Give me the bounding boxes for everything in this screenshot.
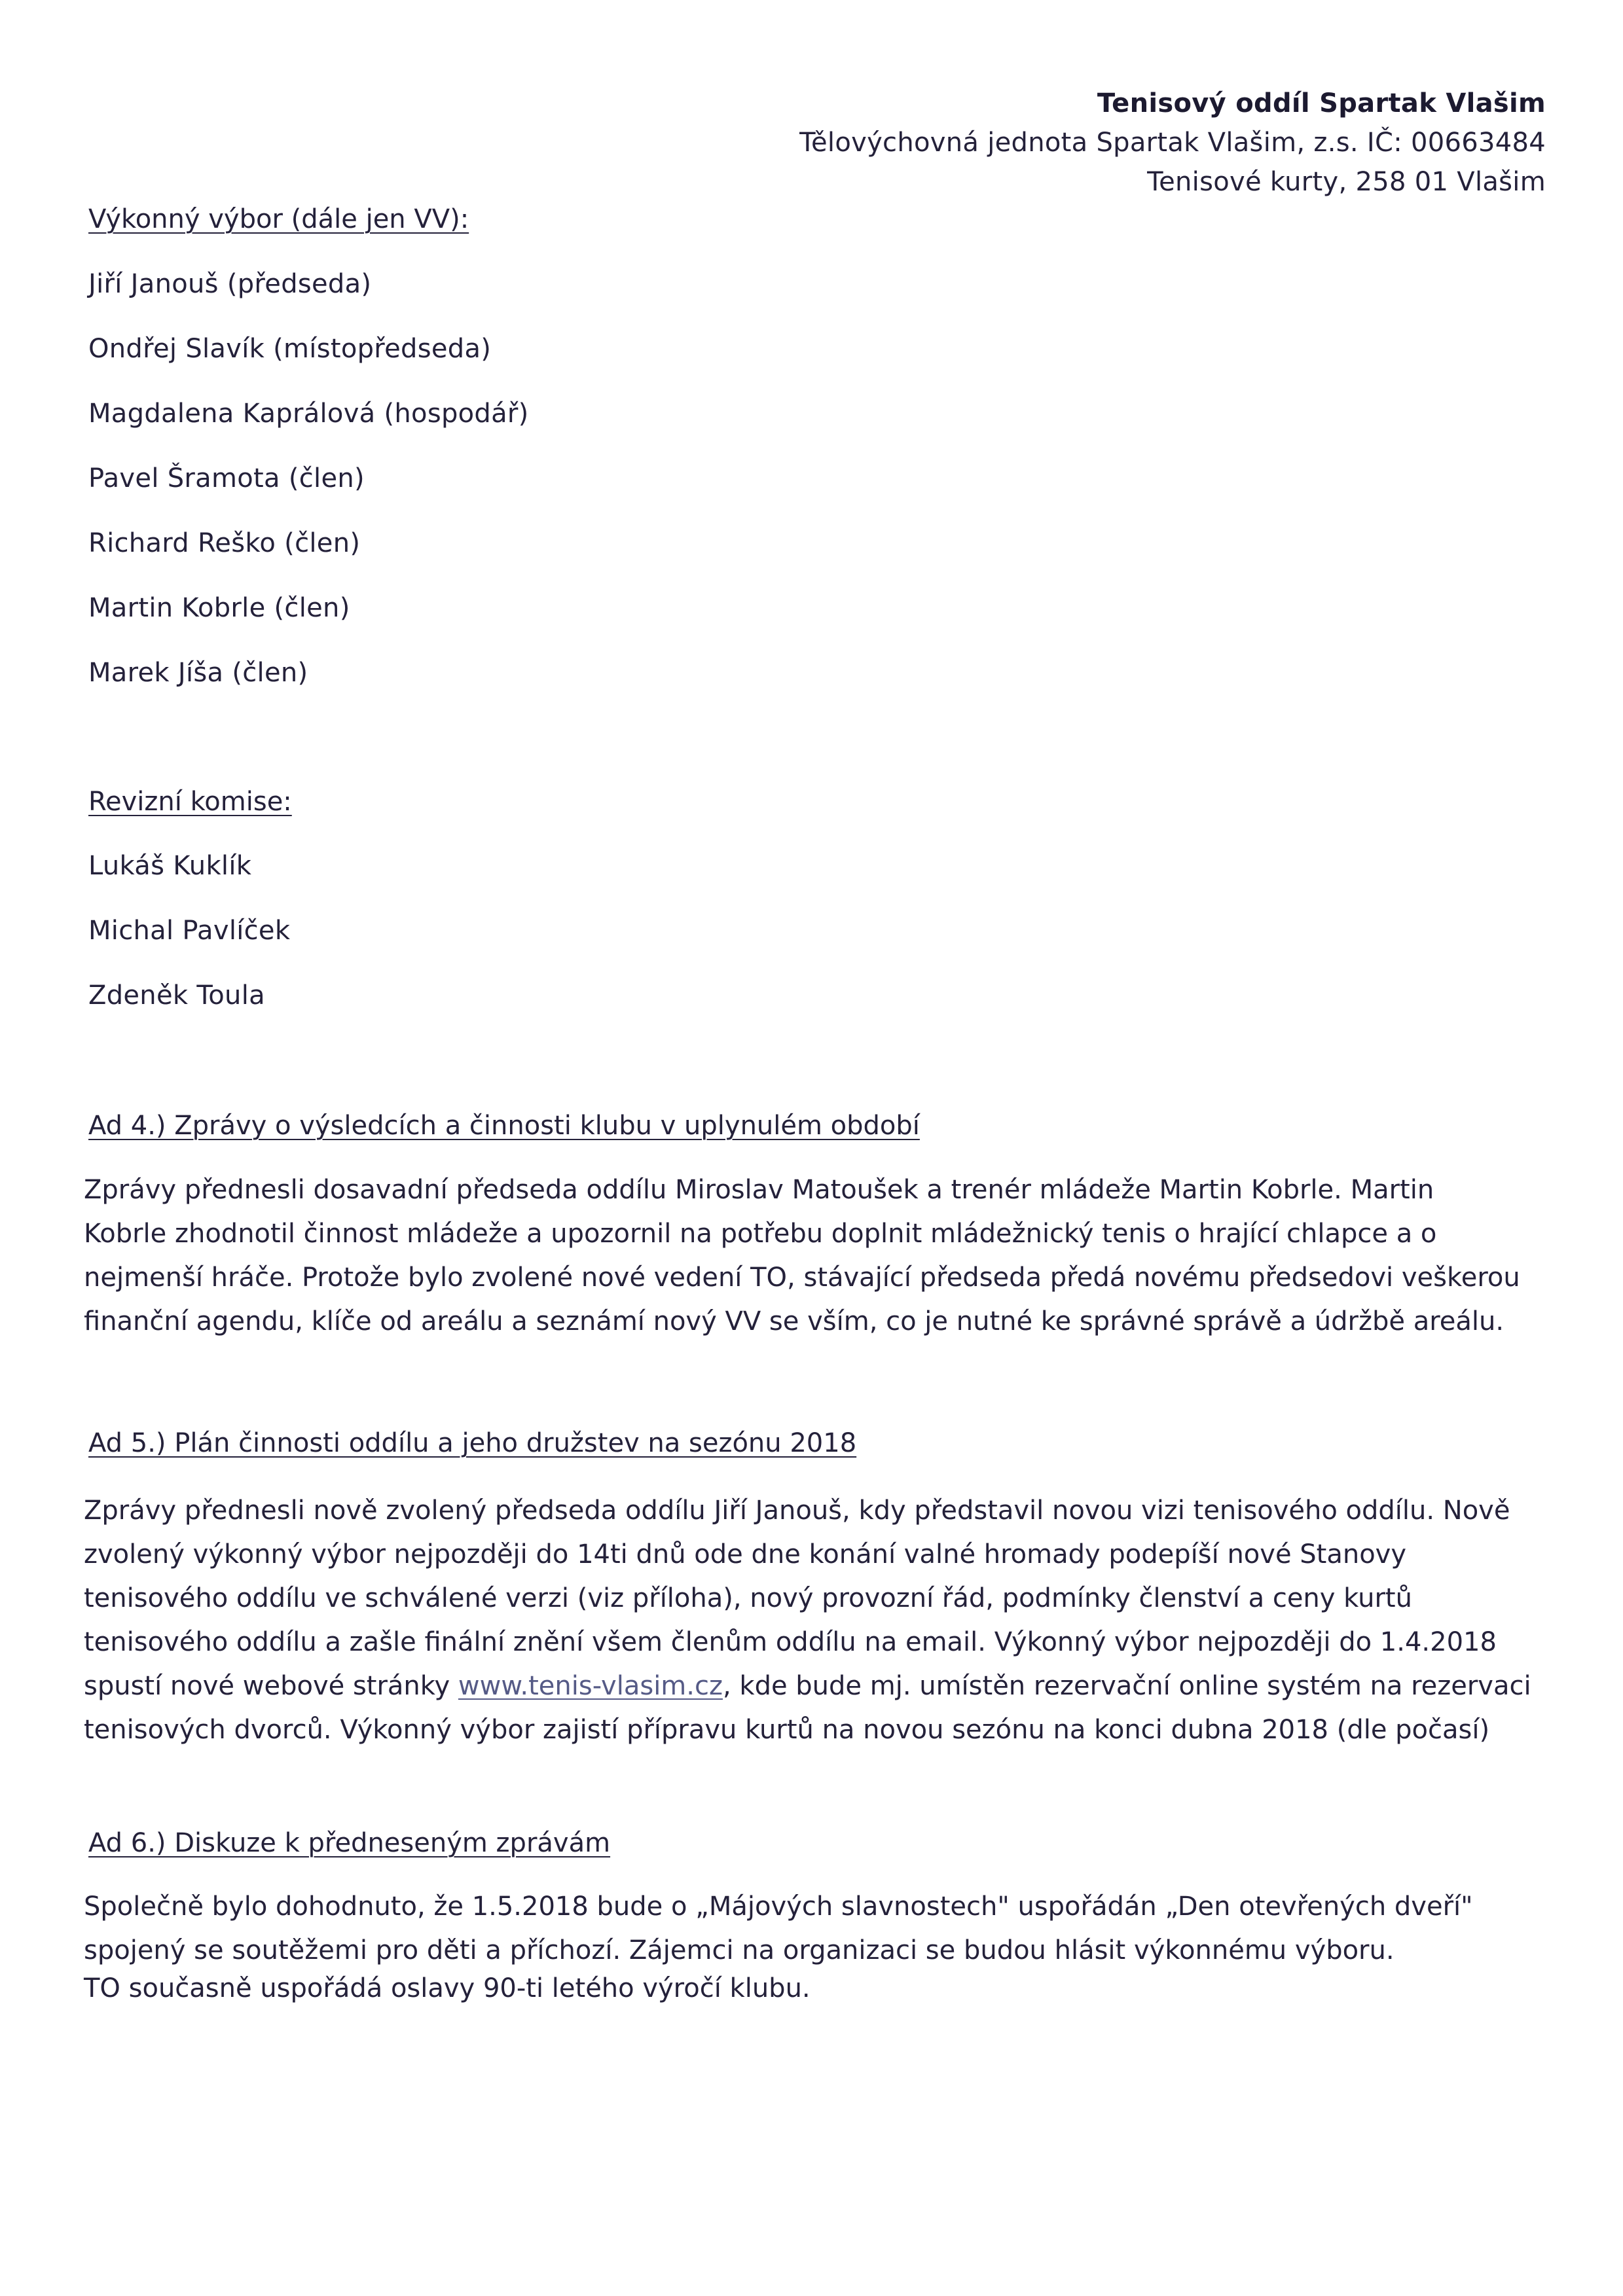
- paragraph-line: spojený se soutěžemi pro děti a příchozí. Zájemci na organizaci se budou hlásit výkonnému výboru.: [84, 1935, 1395, 1965]
- committee-member: Jiří Janouš (předseda): [88, 269, 372, 299]
- line-text-before-link: spustí nové webové stránky: [84, 1671, 458, 1701]
- committee-heading: Výkonný výbor (dále jen VV):: [88, 204, 469, 234]
- audit-member: Zdeněk Toula: [88, 980, 265, 1011]
- committee-member: Richard Reško (člen): [88, 528, 361, 558]
- paragraph-line: Společně bylo dohodnuto, že 1.5.2018 bude o „Májových slavnostech" uspořádán „Den otevřených dveří": [84, 1892, 1473, 1922]
- letterhead: [799, 84, 1546, 202]
- committee-member: Magdalena Kaprálová (hospodář): [88, 399, 529, 429]
- address: Tenisové kurty, 258 01 Vlašim: [1147, 167, 1546, 197]
- org-name: Tenisový oddíl Spartak Vlašim: [1097, 88, 1546, 118]
- audit-member: Lukáš Kuklík: [88, 851, 252, 881]
- paragraph-line: Zprávy přednesli dosavadní předseda oddílu Miroslav Matoušek a trenér mládeže Martin Kobrle. Martin: [84, 1175, 1434, 1205]
- paragraph-line: Kobrle zhodnotil činnost mládeže a upozornil na potřebu doplnit mládežnický tenis o hrající chlapce a o: [84, 1219, 1437, 1249]
- paragraph-line: tenisového oddílu ve schválené verzi (viz příloha), nový provozní řád, podmínky členství a ceny kurtů: [84, 1583, 1412, 1613]
- paragraph-line: Zprávy přednesli nově zvolený předseda oddílu Jiří Janouš, kdy představil novou vizi tenisového oddílu. Nově: [84, 1496, 1510, 1526]
- committee-member: Marek Jíša (člen): [88, 658, 308, 688]
- website-link[interactable]: www.tenis-vlasim.cz: [458, 1671, 723, 1701]
- audit-member: Michal Pavlíček: [88, 916, 291, 946]
- parent-organization: Tělovýchovná jednota Spartak Vlašim, z.s. IČ: 00663484: [799, 128, 1546, 158]
- ad4-paragraph: [84, 1168, 1544, 1344]
- ad5-paragraph: [84, 1489, 1544, 1752]
- ad5-heading: Ad 5.) Plán činnosti oddílu a jeho družstev na sezónu 2018: [88, 1428, 857, 1458]
- line-text-after-link: , kde bude mj. umístěn rezervační online systém na rezervaci: [722, 1671, 1531, 1701]
- paragraph-line: nejmenší hráče. Protože bylo zvolené nové vedení TO, stávající předseda předá novému předsedovi veškerou: [84, 1263, 1520, 1293]
- paragraph-line: finanční agendu, klíče od areálu a seznámí nový VV se vším, co je nutné ke správné správě a údržbě areálu.: [84, 1306, 1504, 1336]
- paragraph-line: tenisových dvorců. Výkonný výbor zajistí přípravu kurtů na novou sezónu na konci dubna 2018 (dle počasí): [84, 1715, 1490, 1745]
- closing-line: TO současně uspořádá oslavy 90-ti letého výročí klubu.: [84, 1973, 811, 2003]
- audit-heading: Revizní komise:: [88, 787, 292, 817]
- paragraph-line: tenisového oddílu a zašle finální znění všem členům oddílu na email. Výkonný výbor nejpozději do 1.4.2018: [84, 1627, 1497, 1657]
- ad6-heading: Ad 6.) Diskuze k předneseným zprávám: [88, 1828, 611, 1858]
- ad6-paragraph: [84, 1885, 1544, 1973]
- committee-member: Ondřej Slavík (místopředseda): [88, 334, 492, 364]
- paragraph-line: [84, 1664, 1544, 1708]
- paragraph-line: zvolený výkonný výbor nejpozději do 14ti dnů ode dne konání valné hromady podepíší nové Stanovy: [84, 1539, 1407, 1570]
- ad4-heading: Ad 4.) Zprávy o výsledcích a činnosti klubu v uplynulém období: [88, 1111, 920, 1141]
- committee-member: Pavel Šramota (člen): [88, 463, 365, 493]
- committee-member: Martin Kobrle (člen): [88, 593, 350, 623]
